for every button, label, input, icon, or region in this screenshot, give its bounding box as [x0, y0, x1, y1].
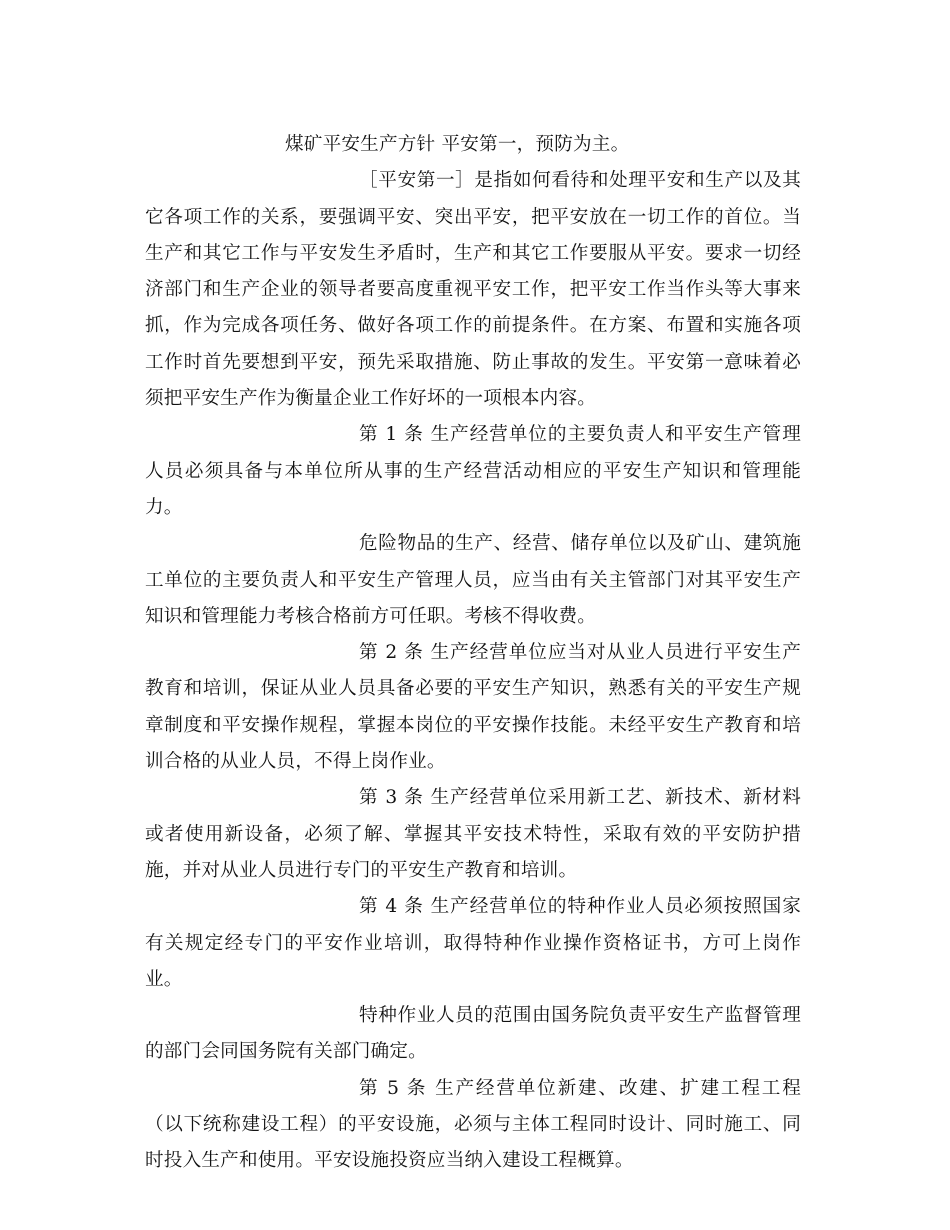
- paragraph-hazardous-units: 危险物品的生产、经营、储存单位以及矿山、建筑施工单位的主要负责人和平安生产管理人员，应当由有关主管部门对其平安生产知识和管理能力考核合格前方可任职。考核不得收费。: [145, 533, 801, 627]
- paragraph-safety-first: ［平安第一］是指如何看待和处理平安和生产以及其它各项工作的关系，要强调平安、突出平安，把平安放在一切工作的首位。当生产和其它工作与平安发生矛盾时，生产和其它工作要服从平安。要求一切经济部门和生产企业的领导者要高度重视平安工作，把平安工作当作头等大事来抓，作为完成各项任务、做好各项工作的前提条件。在方案、布置和实施各项工作时首先要想到平安，预先采取措施、防止事故的发生。平安第一意味着必须把平安生产作为衡量企业工作好坏的一项根本内容。: [145, 170, 801, 410]
- paragraph-article-3: 第 3 条 生产经营单位采用新工艺、新技术、新材料或者使用新设备，必须了解、掌握其平安技术特性，采取有效的平安防护措施，并对从业人员进行专门的平安生产教育和培训。: [145, 787, 801, 881]
- paragraph-article-5: 第 5 条 生产经营单位新建、改建、扩建工程工程（以下统称建设工程）的平安设施，必须与主体工程同时设计、同时施工、同时投入生产和使用。平安设施投资应当纳入建设工程概算。: [145, 1077, 801, 1172]
- policy-title-line: 煤矿平安生产方针 平安第一，预防为主。: [285, 134, 630, 155]
- paragraph-article-1: 第 1 条 生产经营单位的主要负责人和平安生产管理人员必须具备与本单位所从事的生产经营活动相应的平安生产知识和管理能力。: [145, 424, 801, 518]
- document-body: [145, 127, 801, 1180]
- paragraph-article-2: 第 2 条 生产经营单位应当对从业人员进行平安生产教育和培训，保证从业人员具备必要的平安生产知识，熟悉有关的平安生产规章制度和平安操作规程，掌握本岗位的平安操作技能。未经平安生产教育和培训合格的从业人员，不得上岗作业。: [145, 642, 801, 773]
- paragraph-special-operations: 特种作业人员的范围由国务院负责平安生产监督管理的部门会同国务院有关部门确定。: [145, 1005, 801, 1063]
- paragraph-article-4: 第 4 条 生产经营单位的特种作业人员必须按照国家有关规定经专门的平安作业培训，取得特种作业操作资格证书，方可上岗作业。: [145, 896, 801, 990]
